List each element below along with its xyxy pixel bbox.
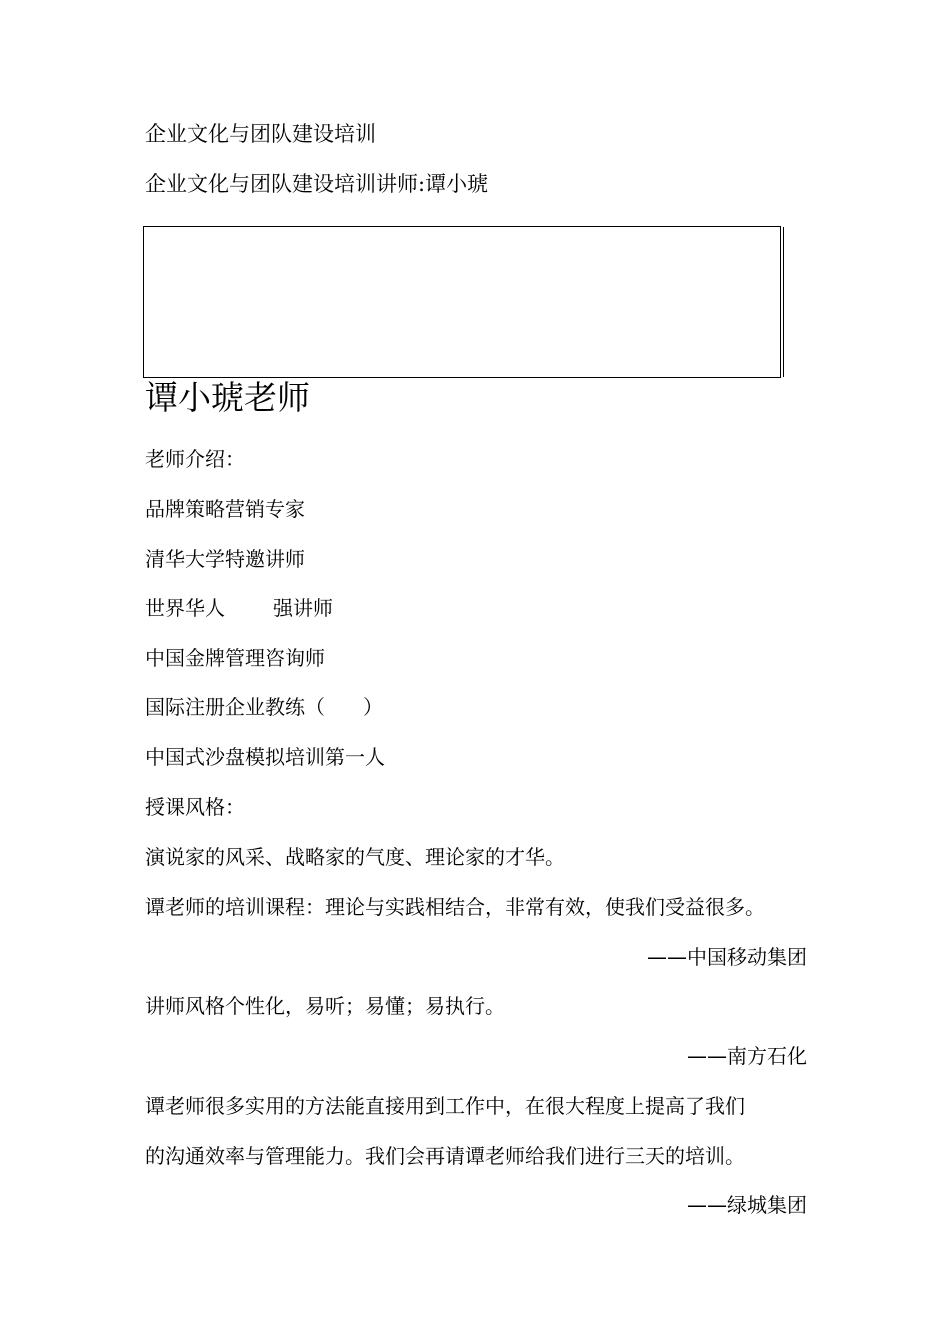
- intro-item-world: [145, 595, 333, 621]
- intro-item-consultant: 中国金牌管理咨询师: [145, 646, 325, 670]
- testimonial-source: ——南方石化: [687, 1044, 807, 1068]
- testimonial-source: ——绿城集团: [687, 1193, 807, 1217]
- testimonial-text: 谭老师的培训课程：理论与实践相结合，非常有效，使我们受益很多。: [145, 895, 765, 919]
- testimonial-text-continued: 的沟通效率与管理能力。我们会再请谭老师给我们进行三天的培训。: [145, 1144, 745, 1168]
- testimonial-source: ——中国移动集团: [647, 945, 807, 969]
- style-description: 演说家的风采、战略家的气度、理论家的才华。: [145, 845, 565, 869]
- intro-item-coach: [145, 694, 383, 720]
- intro-item-tsinghua: 清华大学特邀讲师: [145, 547, 305, 571]
- intro-item-coach-close: ）: [363, 695, 383, 719]
- style-label: 授课风格：: [145, 795, 245, 819]
- testimonial-text: 讲师风格个性化，易听；易懂；易执行。: [145, 994, 505, 1018]
- document-subtitle: 企业文化与团队建设培训讲师:谭小琥: [145, 172, 489, 196]
- testimonial-text: 谭老师很多实用的方法能直接用到工作中，在很大程度上提高了我们: [145, 1094, 745, 1118]
- document-title: 企业文化与团队建设培训: [145, 122, 376, 146]
- intro-item-world-part1: 世界华人: [145, 596, 225, 620]
- intro-label: 老师介绍：: [145, 447, 245, 471]
- teacher-heading: 谭小琥老师: [145, 378, 310, 417]
- intro-item-brand: 品牌策略营销专家: [145, 497, 305, 521]
- intro-item-sandbox: 中国式沙盘模拟培训第一人: [145, 745, 385, 769]
- empty-frame-box: [143, 226, 781, 378]
- intro-item-coach-text: 国际注册企业教练（: [145, 695, 325, 719]
- intro-item-world-part2: 强讲师: [273, 596, 333, 620]
